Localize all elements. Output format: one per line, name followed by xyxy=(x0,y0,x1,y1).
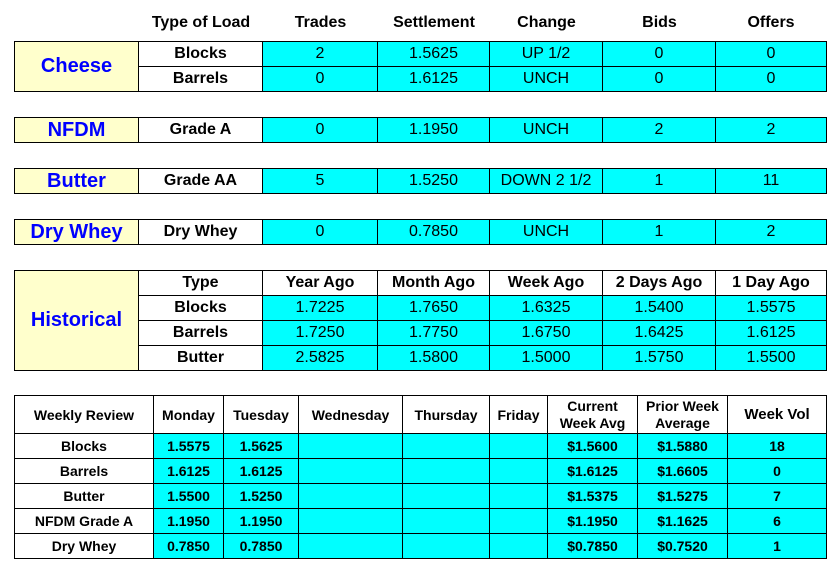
weekly-vol-value: 0 xyxy=(728,459,827,484)
weekly-header-tuesday: Tuesday xyxy=(224,396,299,434)
weekly-header-prior-week-average xyxy=(638,396,728,434)
change-value: UP 1/2 xyxy=(490,42,603,67)
hist-type-blocks: Blocks xyxy=(139,296,263,321)
weekly-row-name: NFDM Grade A xyxy=(15,509,154,534)
bids-value: 1 xyxy=(603,169,716,194)
weekly-prior-avg-value: $1.5880 xyxy=(638,434,728,459)
trades-value: 0 xyxy=(263,118,378,143)
hist-value: 1.6325 xyxy=(490,296,603,321)
weekly-prior-avg-value: $1.5275 xyxy=(638,484,728,509)
hist-value: 1.7225 xyxy=(263,296,378,321)
settlement-value: 1.6125 xyxy=(378,67,490,92)
weekly-friday-value xyxy=(490,434,548,459)
hist-type-butter: Butter xyxy=(139,346,263,371)
weekly-vol-value: 18 xyxy=(728,434,827,459)
header-settlement: Settlement xyxy=(393,14,475,31)
weekly-monday-value: 1.6125 xyxy=(154,459,224,484)
hist-value: 1.5750 xyxy=(603,346,716,371)
weekly-wednesday-value xyxy=(299,534,403,559)
weekly-tuesday-value: 1.1950 xyxy=(224,509,299,534)
weekly-header-monday: Monday xyxy=(154,396,224,434)
settlement-value: 0.7850 xyxy=(378,220,490,245)
weekly-tuesday-value: 1.5250 xyxy=(224,484,299,509)
category-butter: Butter xyxy=(15,169,139,194)
trades-value: 2 xyxy=(263,42,378,67)
hist-value: 1.5500 xyxy=(716,346,827,371)
weekly-thursday-value xyxy=(403,534,490,559)
offers-value: 2 xyxy=(716,220,827,245)
header-trades: Trades xyxy=(294,14,347,31)
header-offers: Offers xyxy=(747,14,795,31)
weekly-header-friday: Friday xyxy=(490,396,548,434)
weekly-vol-value: 6 xyxy=(728,509,827,534)
weekly-row-name: Barrels xyxy=(15,459,154,484)
offers-value: 2 xyxy=(716,118,827,143)
hist-value: 1.6125 xyxy=(716,321,827,346)
weekly-current-avg-value: $1.1950 xyxy=(548,509,638,534)
hist-value: 1.5575 xyxy=(716,296,827,321)
weekly-row-name: Dry Whey xyxy=(15,534,154,559)
change-value: UNCH xyxy=(490,67,603,92)
hist-value: 1.7250 xyxy=(263,321,378,346)
change-value: DOWN 2 1/2 xyxy=(490,169,603,194)
hist-header-week-ago: Week Ago xyxy=(490,271,603,296)
hist-header-type: Type xyxy=(139,271,263,296)
weekly-header-current-week-avg xyxy=(548,396,638,434)
weekly-row-name: Butter xyxy=(15,484,154,509)
header-change: Change xyxy=(517,14,576,31)
weekly-vol-value: 1 xyxy=(728,534,827,559)
current-label-line1: Current xyxy=(567,397,618,414)
weekly-review-table xyxy=(14,395,827,559)
offers-value: 0 xyxy=(716,42,827,67)
settlement-value: 1.5250 xyxy=(378,169,490,194)
weekly-monday-value: 0.7850 xyxy=(154,534,224,559)
hist-header-1-day-ago: 1 Day Ago xyxy=(716,271,827,296)
weekly-friday-value xyxy=(490,484,548,509)
bids-value: 1 xyxy=(603,220,716,245)
weekly-header-title: Weekly Review xyxy=(15,396,154,434)
butter-table xyxy=(14,168,827,194)
header-bids: Bids xyxy=(642,14,677,31)
hist-type-barrels: Barrels xyxy=(139,321,263,346)
change-value: UNCH xyxy=(490,220,603,245)
nfdm-table xyxy=(14,117,827,143)
weekly-header-week-vol: Week Vol xyxy=(728,396,827,434)
cheese-table xyxy=(14,41,827,92)
hist-value: 1.5400 xyxy=(603,296,716,321)
weekly-wednesday-value xyxy=(299,509,403,534)
weekly-prior-avg-value: $1.1625 xyxy=(638,509,728,534)
weekly-header-wednesday: Wednesday xyxy=(299,396,403,434)
bids-value: 2 xyxy=(603,118,716,143)
weekly-current-avg-value: $0.7850 xyxy=(548,534,638,559)
weekly-current-avg-value: $1.5600 xyxy=(548,434,638,459)
category-historical: Historical xyxy=(15,271,139,371)
bids-value: 0 xyxy=(603,42,716,67)
weekly-monday-value: 1.5500 xyxy=(154,484,224,509)
hist-value: 1.7750 xyxy=(378,321,490,346)
settlement-value: 1.1950 xyxy=(378,118,490,143)
weekly-header-thursday: Thursday xyxy=(403,396,490,434)
weekly-tuesday-value: 1.6125 xyxy=(224,459,299,484)
hist-header-2-days-ago: 2 Days Ago xyxy=(603,271,716,296)
weekly-current-avg-value: $1.5375 xyxy=(548,484,638,509)
header-type-of-load: Type of Load xyxy=(151,14,251,31)
weekly-monday-value: 1.5575 xyxy=(154,434,224,459)
hist-value: 1.5000 xyxy=(490,346,603,371)
change-value: UNCH xyxy=(490,118,603,143)
weekly-monday-value: 1.1950 xyxy=(154,509,224,534)
type-blocks: Blocks xyxy=(139,42,263,67)
hist-value: 1.5800 xyxy=(378,346,490,371)
bids-value: 0 xyxy=(603,67,716,92)
weekly-wednesday-value xyxy=(299,434,403,459)
trades-value: 0 xyxy=(263,67,378,92)
dry-whey-table xyxy=(14,219,827,245)
offers-value: 11 xyxy=(716,169,827,194)
weekly-thursday-value xyxy=(403,509,490,534)
type-dry-whey: Dry Whey xyxy=(139,220,263,245)
hist-header-month-ago: Month Ago xyxy=(378,271,490,296)
weekly-friday-value xyxy=(490,509,548,534)
category-nfdm: NFDM xyxy=(15,118,139,143)
historical-table xyxy=(14,270,827,371)
weekly-vol-value: 7 xyxy=(728,484,827,509)
weekly-wednesday-value xyxy=(299,484,403,509)
settlement-value: 1.5625 xyxy=(378,42,490,67)
weekly-prior-avg-value: $0.7520 xyxy=(638,534,728,559)
trades-value: 0 xyxy=(263,220,378,245)
hist-value: 1.6425 xyxy=(603,321,716,346)
type-grade-aa: Grade AA xyxy=(139,169,263,194)
weekly-wednesday-value xyxy=(299,459,403,484)
weekly-current-avg-value: $1.6125 xyxy=(548,459,638,484)
weekly-thursday-value xyxy=(403,459,490,484)
hist-value: 2.5825 xyxy=(263,346,378,371)
weekly-thursday-value xyxy=(403,434,490,459)
hist-header-year-ago: Year Ago xyxy=(263,271,378,296)
category-cheese: Cheese xyxy=(15,42,139,92)
hist-value: 1.7650 xyxy=(378,296,490,321)
weekly-tuesday-value: 0.7850 xyxy=(224,534,299,559)
weekly-friday-value xyxy=(490,459,548,484)
trades-value: 5 xyxy=(263,169,378,194)
prior-label-line2: Average xyxy=(655,414,710,431)
weekly-row-name: Blocks xyxy=(15,434,154,459)
hist-value: 1.6750 xyxy=(490,321,603,346)
weekly-prior-avg-value: $1.6605 xyxy=(638,459,728,484)
type-grade-a: Grade A xyxy=(139,118,263,143)
weekly-friday-value xyxy=(490,534,548,559)
weekly-tuesday-value: 1.5625 xyxy=(224,434,299,459)
type-barrels: Barrels xyxy=(139,67,263,92)
weekly-thursday-value xyxy=(403,484,490,509)
offers-value: 0 xyxy=(716,67,827,92)
current-label-line2: Week Avg xyxy=(559,414,626,431)
prior-label-line1: Prior Week xyxy=(646,397,719,414)
category-dry-whey: Dry Whey xyxy=(15,220,139,245)
